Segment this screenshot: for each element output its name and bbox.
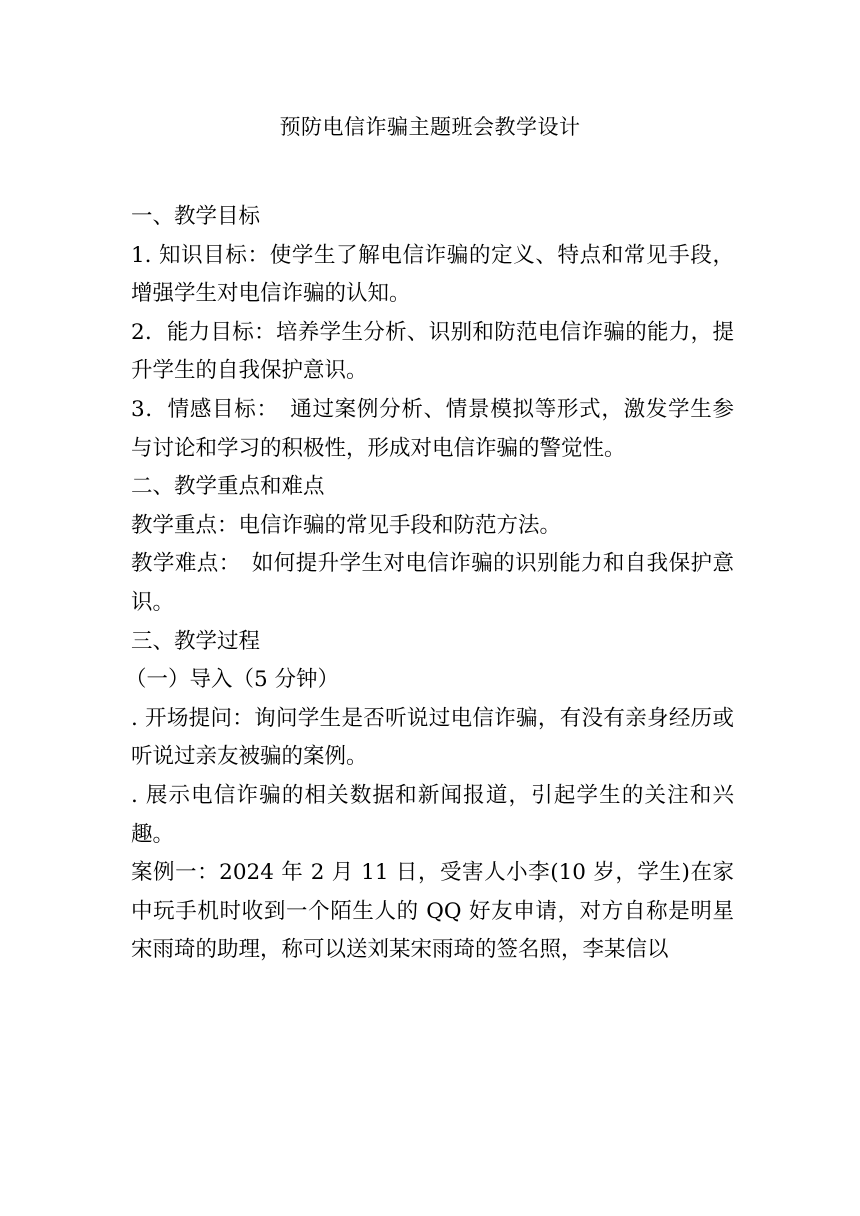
section-heading-focus: 二、教学重点和难点	[131, 474, 325, 500]
objective-emotion: 3．情感目标： 通过案例分析、情景模拟等形式，激发学生参与讨论和学习的积极性，形成对电信诈骗的警觉性。	[131, 396, 734, 461]
case-one: 案例一：2024 年 2 月 11 日，受害人小李(10 岁，学生)在家中玩手机时收到一个陌生人的 QQ 好友申请，对方自称是明星宋雨琦的助理，称可以送刘某宋雨琦的签名照，李某信以	[131, 860, 734, 963]
document-title: 预防电信诈骗主题班会教学设计	[279, 115, 581, 139]
teaching-difficulty: 教学难点： 如何提升学生对电信诈骗的识别能力和自我保护意识。	[131, 551, 734, 615]
subsection-heading-intro: （一）导入（5 分钟）	[125, 667, 340, 693]
objective-ability: 2．能力目标：培养学生分析、识别和防范电信诈骗的能力，提升学生的自我保护意识。	[131, 319, 734, 384]
document-body	[125, 198, 734, 970]
intro-item-data: . 展示电信诈骗的相关数据和新闻报道，引起学生的关注和兴趣。	[131, 782, 734, 847]
section-heading-objectives: 一、教学目标	[131, 204, 261, 229]
intro-item-question: . 开场提问：询问学生是否听说过电信诈骗，有没有亲身经历或听说过亲友被骗的案例。	[131, 705, 734, 770]
objective-knowledge: 1. 知识目标：使学生了解电信诈骗的定义、特点和常见手段，增强学生对电信诈骗的认知。	[131, 242, 734, 307]
teaching-key-point: 教学重点：电信诈骗的常见手段和防范方法。	[131, 512, 562, 538]
section-heading-process: 三、教学过程	[131, 628, 261, 654]
